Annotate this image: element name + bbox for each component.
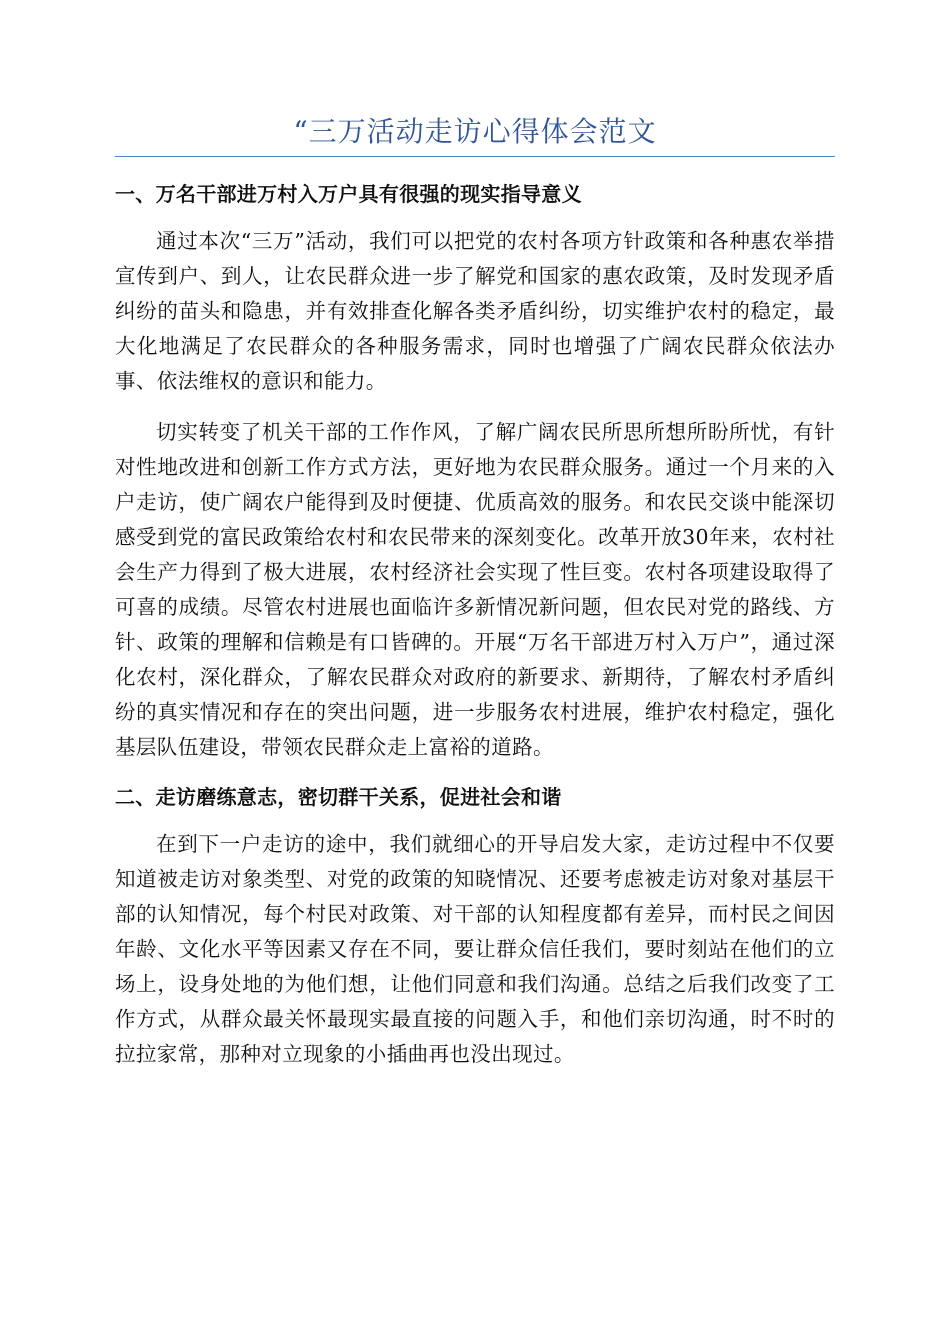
section-heading: 二、走访磨练意志，密切群干关系，促进社会和谐	[115, 785, 562, 809]
section-2	[115, 781, 835, 1072]
paragraph: 在到下一户走访的途中，我们就细心的开导启发大家，走访过程中不仅要知道被走访对象类型、对党的政策的知晓情况、还要考虑被走访对象对基层干部的认知情况，每个村民对政策、对干部的认知程度都有差异，而村民之间因年龄、文化水平等因素又存在不同，要让群众信任我们，要时刻站在他们的立场上，设身处地的为他们想，让他们同意和我们沟通。总结之后我们改变了工作方式，从群众最关怀最现实最直接的问题入手，和他们亲切沟通，时不时的拉拉家常，那种对立现象的小插曲再也没出现过。	[115, 832, 835, 1066]
section-1	[115, 178, 835, 765]
document-title: “三万活动走访心得体会范文	[293, 115, 657, 148]
paragraph: 通过本次“三万”活动，我们可以把党的农村各项方针政策和各种惠农举措宣传到户、到人，让农民群众进一步了解党和国家的惠农政策，及时发现矛盾纠纷的苗头和隐患，并有效排查化解各类矛盾纠纷，切实维护农村的稳定，最大化地满足了农民群众的各种服务需求，同时也增强了广阔农民群众依法办事、依法维权的意识和能力。	[115, 229, 835, 393]
paragraph: 切实转变了机关干部的工作作风，了解广阔农民所思所想所盼所忧，有针对性地改进和创新工作方式方法，更好地为农民群众服务。通过一个月来的入户走访，使广阔农户能得到及时便捷、优质高效的服务。和农民交谈中能深切感受到党的富民政策给农村和农民带来的深刻变化。改革开放30年来，农村社会生产力得到了极大进展，农村经济社会实现了性巨变。农村各项建设取得了可喜的成绩。尽管农村进展也面临许多新情况新问题，但农民对党的路线、方针、政策的理解和信赖是有口皆碑的。开展“万名干部进万村入万户”，通过深化农村，深化群众，了解农民群众对政府的新要求、新期待，了解农村矛盾纠纷的真实情况和存在的突出问题，进一步服务农村进展，维护农村稳定，强化基层队伍建设，带领农民群众走上富裕的道路。	[115, 420, 835, 759]
section-heading: 一、万名干部进万村入万户具有很强的现实指导意义	[115, 182, 582, 206]
document-body	[115, 178, 835, 1088]
title-block	[115, 112, 835, 157]
